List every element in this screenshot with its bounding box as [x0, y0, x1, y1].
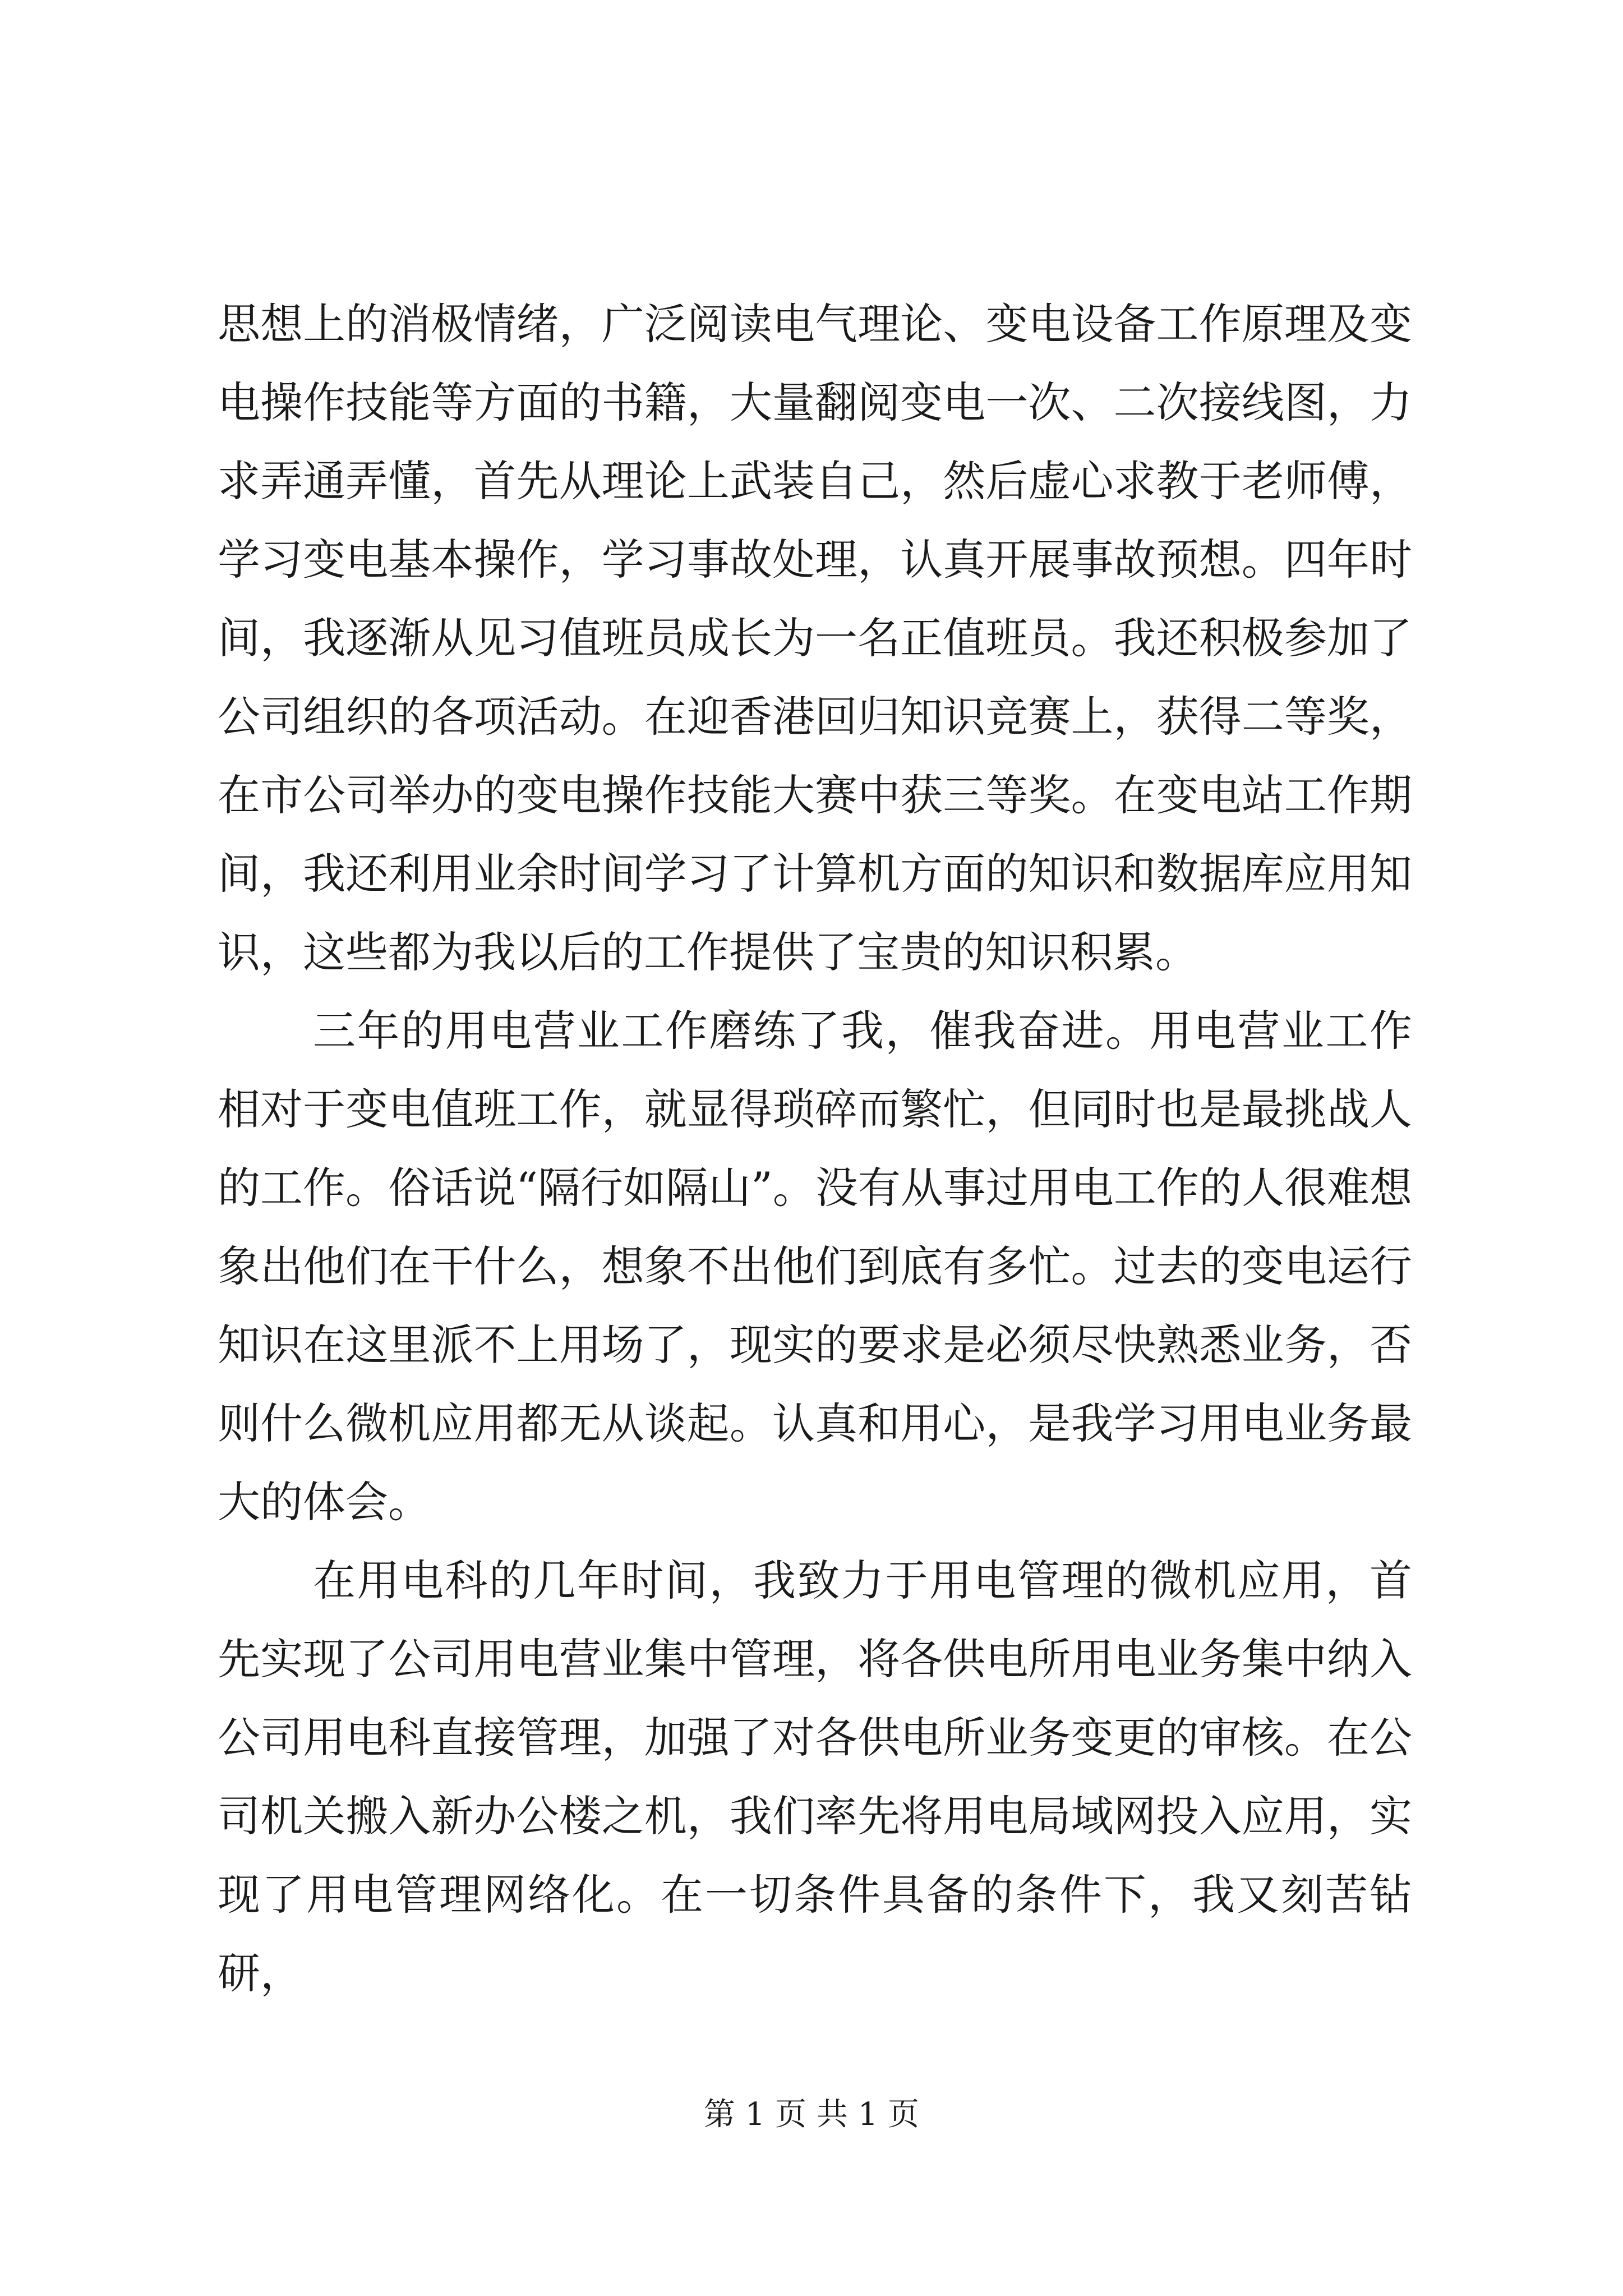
paragraph-1: 思想上的消极情绪，广泛阅读电气理论、变电设备工作原理及变电操作技能等方面的书籍，大量翻阅变电一次、二次接线图，力求弄通弄懂，首先从理论上武装自己，然后虚心求教于老师傅，学习变电基本操作，学习事故处理，认真开展事故预想。四年时间，我逐渐从见习值班员成长为一名正值班员。我还积极参加了公司组织的各项活动。在迎香港回归知识竞赛上，获得二等奖，在市公司举办的变电操作技能大赛中获三等奖。在变电站工作期间，我还利用业余时间学习了计算机方面的知识和数据库应用知识，这些都为我以后的工作提供了宝贵的知识积累。 — [218, 299, 1412, 977]
page-footer: 第 1 页 共 1 页 — [703, 2096, 920, 2133]
paragraph-2: 三年的用电营业工作磨练了我，催我奋进。用电营业工作相对于变电值班工作，就显得琐碎而繁忙，但同时也是最挑战人的工作。俗话说“隔行如隔山”。没有从事过用电工作的人很难想象出他们在干什么，想象不出他们到底有多忙。过去的变电运行知识在这里派不上用场了，现实的要求是必须尽快熟悉业务，否则什么微机应用都无从谈起。认真和用心，是我学习用电业务最大的体会。 — [218, 1006, 1412, 1527]
document-body — [218, 285, 1412, 2013]
paragraph-3: 在用电科的几年时间，我致力于用电管理的微机应用，首先实现了公司用电营业集中管理，将各供电所用电业务集中纳入公司用电科直接管理，加强了对各供电所业务变更的审核。在公司机关搬入新办公楼之机，我们率先将用电局域网投入应用，实现了用电管理网络化。在一切条件具备的条件下，我又刻苦钻研， — [218, 1556, 1412, 1998]
